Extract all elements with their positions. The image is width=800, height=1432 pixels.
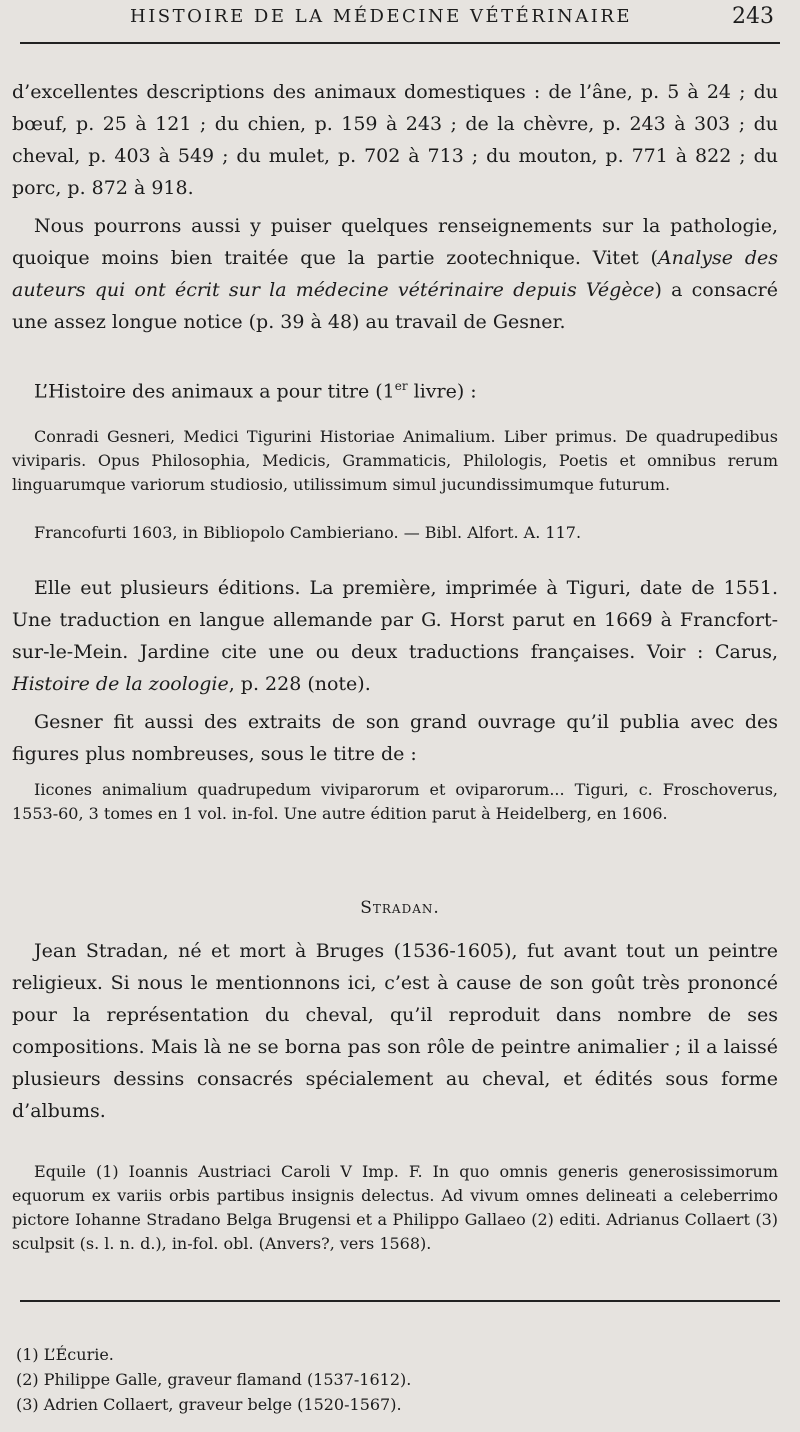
carus-title-italic: Histoire de la zoologie bbox=[12, 673, 229, 695]
footnote-2: (2) Philippe Galle, graveur flamand (1537-1612). bbox=[16, 1370, 412, 1389]
vitet-title-italic: Analyse des auteurs qui ont écrit sur la médecine vétérinaire depuis Végèce bbox=[12, 247, 778, 301]
citation-icones-text: Iicones animalium quadrupedum viviparorum et oviparorum... Tiguri, c. Froschoverus, 1553-60, 3 tomes en 1 vol. in-fol. Une autre édition parut à Heidelberg, en 1606. bbox=[12, 780, 778, 823]
citation-gesneri-text: Conradi Gesneri, Medici Tigurini Historiae Animalium. Liber primus. De quadrupedibus viviparis. Opus Philosophia, Medicis, Grammaticis, Philologis, Poetis et omnibus rerum linguarumque variorum studiosio, utilissimum simul jucundissimumque futurum. bbox=[12, 427, 778, 494]
paragraph-pathologie bbox=[12, 210, 778, 338]
header-rule bbox=[20, 42, 780, 44]
footnote-3: (3) Adrien Collaert, graveur belge (1520-1567). bbox=[16, 1395, 402, 1414]
paragraph-histoire-text-a: L’Histoire des animaux a pour titre (1 bbox=[34, 380, 395, 403]
paragraph-stradan bbox=[12, 935, 778, 1127]
citation-equile bbox=[12, 1160, 778, 1256]
page-number: 243 bbox=[732, 4, 774, 29]
paragraph-histoire-text-b: livre) : bbox=[407, 380, 477, 403]
paragraph-editions-text-a: Elle eut plusieurs éditions. La première, imprimée à Tiguri, date de 1551. Une traduction en langue allemande par G. Horst parut en 1669 à Francfort-sur-le-Mein. Jardine cite une ou deux traductions françaises. Voir : Carus, bbox=[12, 577, 778, 663]
paragraph-editions bbox=[12, 572, 778, 700]
section-title-stradan: Stradan. bbox=[360, 898, 440, 918]
paragraph-extraits-text: Gesner fit aussi des extraits de son grand ouvrage qu’il publia avec des figures plus nombreuses, sous le titre de : bbox=[12, 711, 778, 765]
superscript-er: er bbox=[394, 379, 408, 393]
paragraph-pathologie-text-a: Nous pourrons aussi y puiser quelques renseignements sur la pathologie, quoique moins bien traitée que la partie zootechnique. Vitet ( bbox=[12, 215, 778, 269]
footnotes bbox=[16, 1342, 776, 1417]
paragraph-descriptions bbox=[12, 76, 778, 204]
footnote-1: (1) L’Écurie. bbox=[16, 1345, 114, 1364]
citation-francofurti bbox=[12, 521, 778, 545]
paragraph-stradan-text: Jean Stradan, né et mort à Bruges (1536-1605), fut avant tout un peintre religieux. Si nous le mentionnons ici, c’est à cause de son goût très prononcé pour la représentation du cheval, qu’il reproduit dans nombre de ses compositions. Mais là ne se borna pas son rôle de peintre animalier ; il a laissé plusieurs dessins consacrés spécialement au cheval, et édités sous forme d’albums. bbox=[12, 940, 778, 1122]
paragraph-descriptions-text: d’excellentes descriptions des animaux domestiques : de l’âne, p. 5 à 24 ; du bœuf, p. 25 à 121 ; du chien, p. 159 à 243 ; de la chèvre, p. 243 à 303 ; du cheval, p. 403 à 549 ; du mulet, p. 702 à 713 ; du mouton, p. 771 à 822 ; du porc, p. 872 à 918. bbox=[12, 81, 778, 199]
paragraph-editions-text-b: , p. 228 (note). bbox=[228, 673, 371, 695]
citation-gesneri bbox=[12, 425, 778, 497]
running-title: HISTOIRE DE LA MÉDECINE VÉTÉRINAIRE bbox=[130, 6, 633, 27]
paragraph-extraits bbox=[12, 706, 778, 770]
citation-icones bbox=[12, 778, 778, 826]
paragraph-histoire-title bbox=[12, 370, 778, 407]
citation-equile-text: Equile (1) Ioannis Austriaci Caroli V Imp. F. In quo omnis generis generosissimorum equorum ex variis orbis partibus insignis delectus. Ad vivum omnes delineati a celeberrimo pictore Iohanne Stradano Belga Brugensi et a Philippo Gallaeo (2) editi. Adrianus Collaert (3) sculpsit (s. l. n. d.), in-fol. obl. (Anvers?, vers 1568). bbox=[12, 1162, 778, 1253]
footnote-rule bbox=[20, 1300, 780, 1302]
paragraph-pathologie-text-b: ) a consacré une assez longue notice (p. 39 à 48) au travail de Gesner. bbox=[12, 279, 778, 333]
page-header bbox=[0, 0, 800, 40]
citation-francofurti-text: Francofurti 1603, in Bibliopolo Cambieriano. — Bibl. Alfort. A. 117. bbox=[34, 523, 582, 542]
